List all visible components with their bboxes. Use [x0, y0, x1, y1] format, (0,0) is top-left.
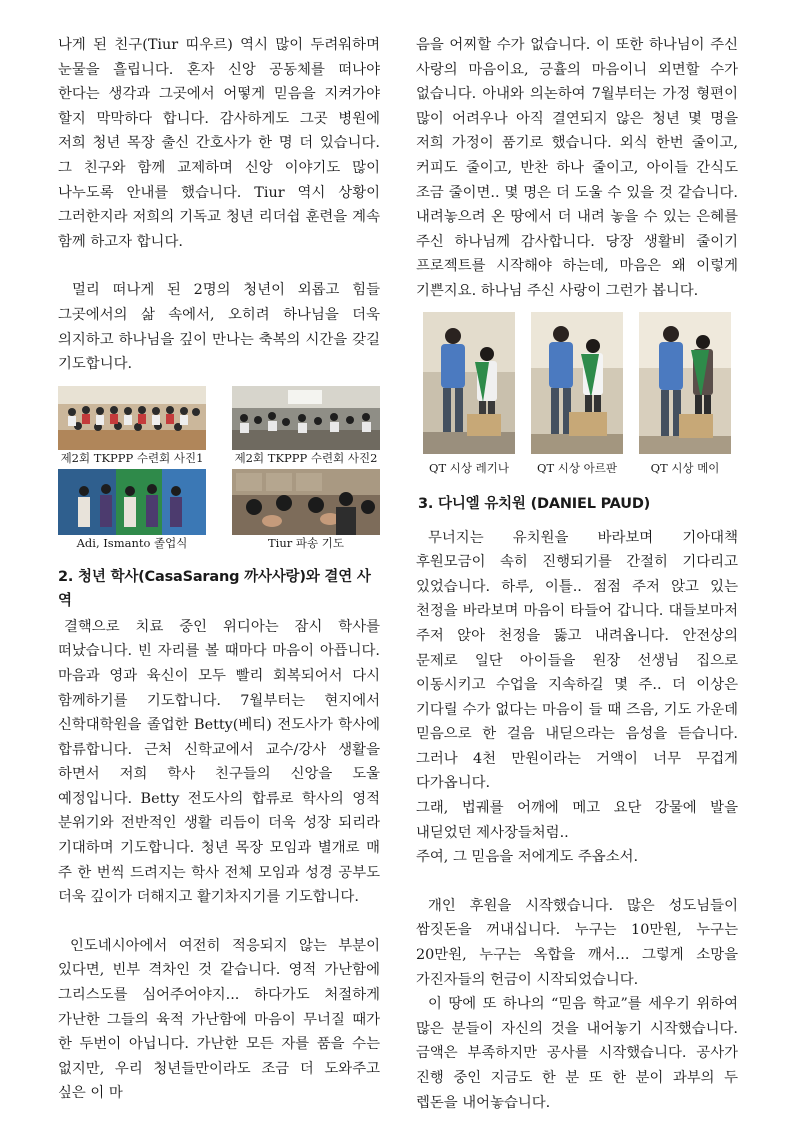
paragraph: 주여, 그 믿음을 저에게도 주옵소서.	[416, 849, 639, 866]
graduation-photo	[58, 469, 206, 535]
photo-figure	[639, 312, 731, 476]
photo-figure	[232, 386, 380, 466]
paragraph: 음을 어찌할 수가 없습니다. 이 또한 하나님이 주신 사랑의 마음이요, 긍휼의 마음이니 외면할 수가 없습니다. 아내와 의논하여 7월부터는 가정 형편이 많이 어려우나 아직 결연되지 않은 청년 몇 명을 저희 가정이 품기로 했습니다. 외식 한번 줄이고, 커피도 줄이고, 반찬 하나 줄이고, 아이들 간식도 조금 줄이면.. 몇 명은 더 도울 수 있을 것 같습니다. 내려놓으려 온 땅에서 더 내려 놓을 수 있는 은혜를 주신 하나님께 감사합니다. 당장 생활비 줄이기 프로젝트를 시작해야 하는데, 마음은 왜 이렇게 기쁜지요. 하나님 주신 사랑이 그런가 봅니다.	[416, 37, 738, 299]
paragraph: 결핵으로 치료 중인 위디아는 잠시 학사를 떠났습니다. 빈 자리를 볼 때마다 마음이 아픕니다. 마음과 영과 육신이 모두 빨리 회복되어서 다시 함께하기를 기도합니다. 7월부터는 현지에서 신학대학원을 졸업한 Betty(베티) 전도사가 학사에 합류합니다. 근처 신학교에서 교수/강사 생활을 하면서 저희 학사 친구들의 신앙을 도울 예정입니다. Betty 전도사의 합류로 학사의 영적 분위기와 전반적인 생활 리듬이 더욱 성장 되리라 기대하며 기도합니다. 청년 목장 모임과 별개로 매 주 한 번씩 드려지는 학사 전체 모임과 성경 공부도 더욱 깊이가 더해지고 활기차지기를 기도합니다.	[58, 618, 380, 906]
paragraph: 인도네시아에서 여전히 적응되지 않는 부분이 있다면, 빈부 격차인 것 같습니다. 영적 가난함에 그리스도를 심어주어야지... 하다가도 처절하게 가난한 그들의 육적 가난함에 마음이 무너질 때가 한 두번이 아닙니다. 가난한 모든 자를 품을 수는 없지만, 우리 청년들만이라도 조금 더 도와주고 싶은 이 마	[58, 937, 380, 1102]
photo-row	[58, 469, 380, 551]
photo-figure	[531, 312, 623, 476]
spacer	[58, 910, 380, 934]
photo-row	[416, 312, 738, 476]
photo-figure	[232, 469, 380, 551]
section-2-heading: 2. 청년 학사(CasaSarang 까사사랑)와 결연 사역	[58, 568, 371, 609]
paragraph: 개인 후원을 시작했습니다. 많은 성도님들이 쌈짓돈을 꺼내십니다. 누구는 10만원, 누구는 20만원, 누구는 옥합을 깨서... 그렇게 소망을 가진자들의 헌금이 시작되었습니다.	[416, 897, 738, 988]
photo-caption: QT 시상 메이	[650, 460, 720, 475]
photo-caption: Adi, Ismanto 졸업식	[76, 535, 188, 550]
paragraph: 멀리 떠나게 된 2명의 청년이 외롭고 힘들 그곳에서의 삶 속에서, 오히려 하나님을 더욱 의지하고 하나님을 깊이 만나는 축복의 시간을 갖길 기도합니다.	[58, 282, 380, 373]
section-3-heading: 3. 다니엘 유치원 (DANIEL PAUD)	[418, 495, 651, 512]
paragraph: 그래, 법궤를 어깨에 메고 요단 강물에 발을 내딛었던 제사장들처럼..	[416, 800, 738, 841]
left-column	[58, 33, 380, 1106]
photo-figure	[58, 386, 206, 466]
photo-figure	[58, 469, 206, 551]
photo-caption: 제2회 TKPPP 수련회 사진1	[60, 450, 204, 465]
paragraph: 무너지는 유치원을 바라보며 기아대책 후원모금이 속히 진행되기를 간절히 기다리고 있었습니다. 하루, 이틀.. 점점 주저 앉고 있는 천정을 바라보며 마음이 타들어 갑니다. 대들보마저 주저 앉아 천정을 뚫고 내려옵니다. 안전상의 문제로 일단 아이들을 원장 선생님 집으로 이동시키고 수업을 지속하길 몇 주.. 더 이상은 기다릴 수가 없다는 마음이 들 때 즈음, 기도 가운데 믿음으로 한 걸음 내딛으라는 음성을 듣습니다. 그러나 4천 만원이라는 거액이 너무 무겁게 다가옵니다.	[416, 529, 738, 792]
prayer-photo	[232, 469, 380, 535]
qt-award-photo-arpan	[531, 312, 623, 454]
photo-caption: QT 시상 아르판	[537, 460, 617, 475]
qt-award-photo-mei	[639, 312, 731, 454]
paragraph: 이 땅에 또 하나의 “믿음 학교”를 세우기 위하여 많은 분들이 자신의 것을 내어놓기 시작했습니다. 금액은 부족하지만 공사를 시작했습니다. 공사가 진행 중인 지금도 한 분 또 한 분이 과부의 두 렙돈을 내어놓습니다.	[416, 996, 738, 1111]
right-column	[416, 33, 738, 1115]
photo-caption: QT 시상 레기나	[429, 460, 509, 475]
paragraph: 나게 된 친구(Tiur 띠우르) 역시 많이 두려워하며 눈물을 흘립니다. 혼자 신앙 공동체를 떠나야 한다는 생각과 그곳에서 어떻게 믿음을 지켜가야 할지 막막하다 합니다. 감사하게도 그곳 병원에 저희 청년 목장 출신 간호사가 한 명 더 있습니다. 그 친구와 함께 교제하며 신앙 이야기도 많이 나누도록 안내를 했습니다. Tiur 역시 상황이 그러한지라 저희의 기독교 청년 리더쉽 훈련을 계속 함께 하고자 합니다.	[58, 37, 380, 250]
qt-award-photo-regina	[423, 312, 515, 454]
group-photo-1	[58, 386, 206, 450]
photo-caption: Tiur 파송 기도	[268, 535, 344, 550]
spacer	[416, 870, 738, 894]
photo-row	[58, 386, 380, 466]
group-photo-2	[232, 386, 380, 450]
photo-figure	[423, 312, 515, 476]
spacer	[58, 254, 380, 278]
photo-caption: 제2회 TKPPP 수련회 사진2	[234, 450, 378, 465]
